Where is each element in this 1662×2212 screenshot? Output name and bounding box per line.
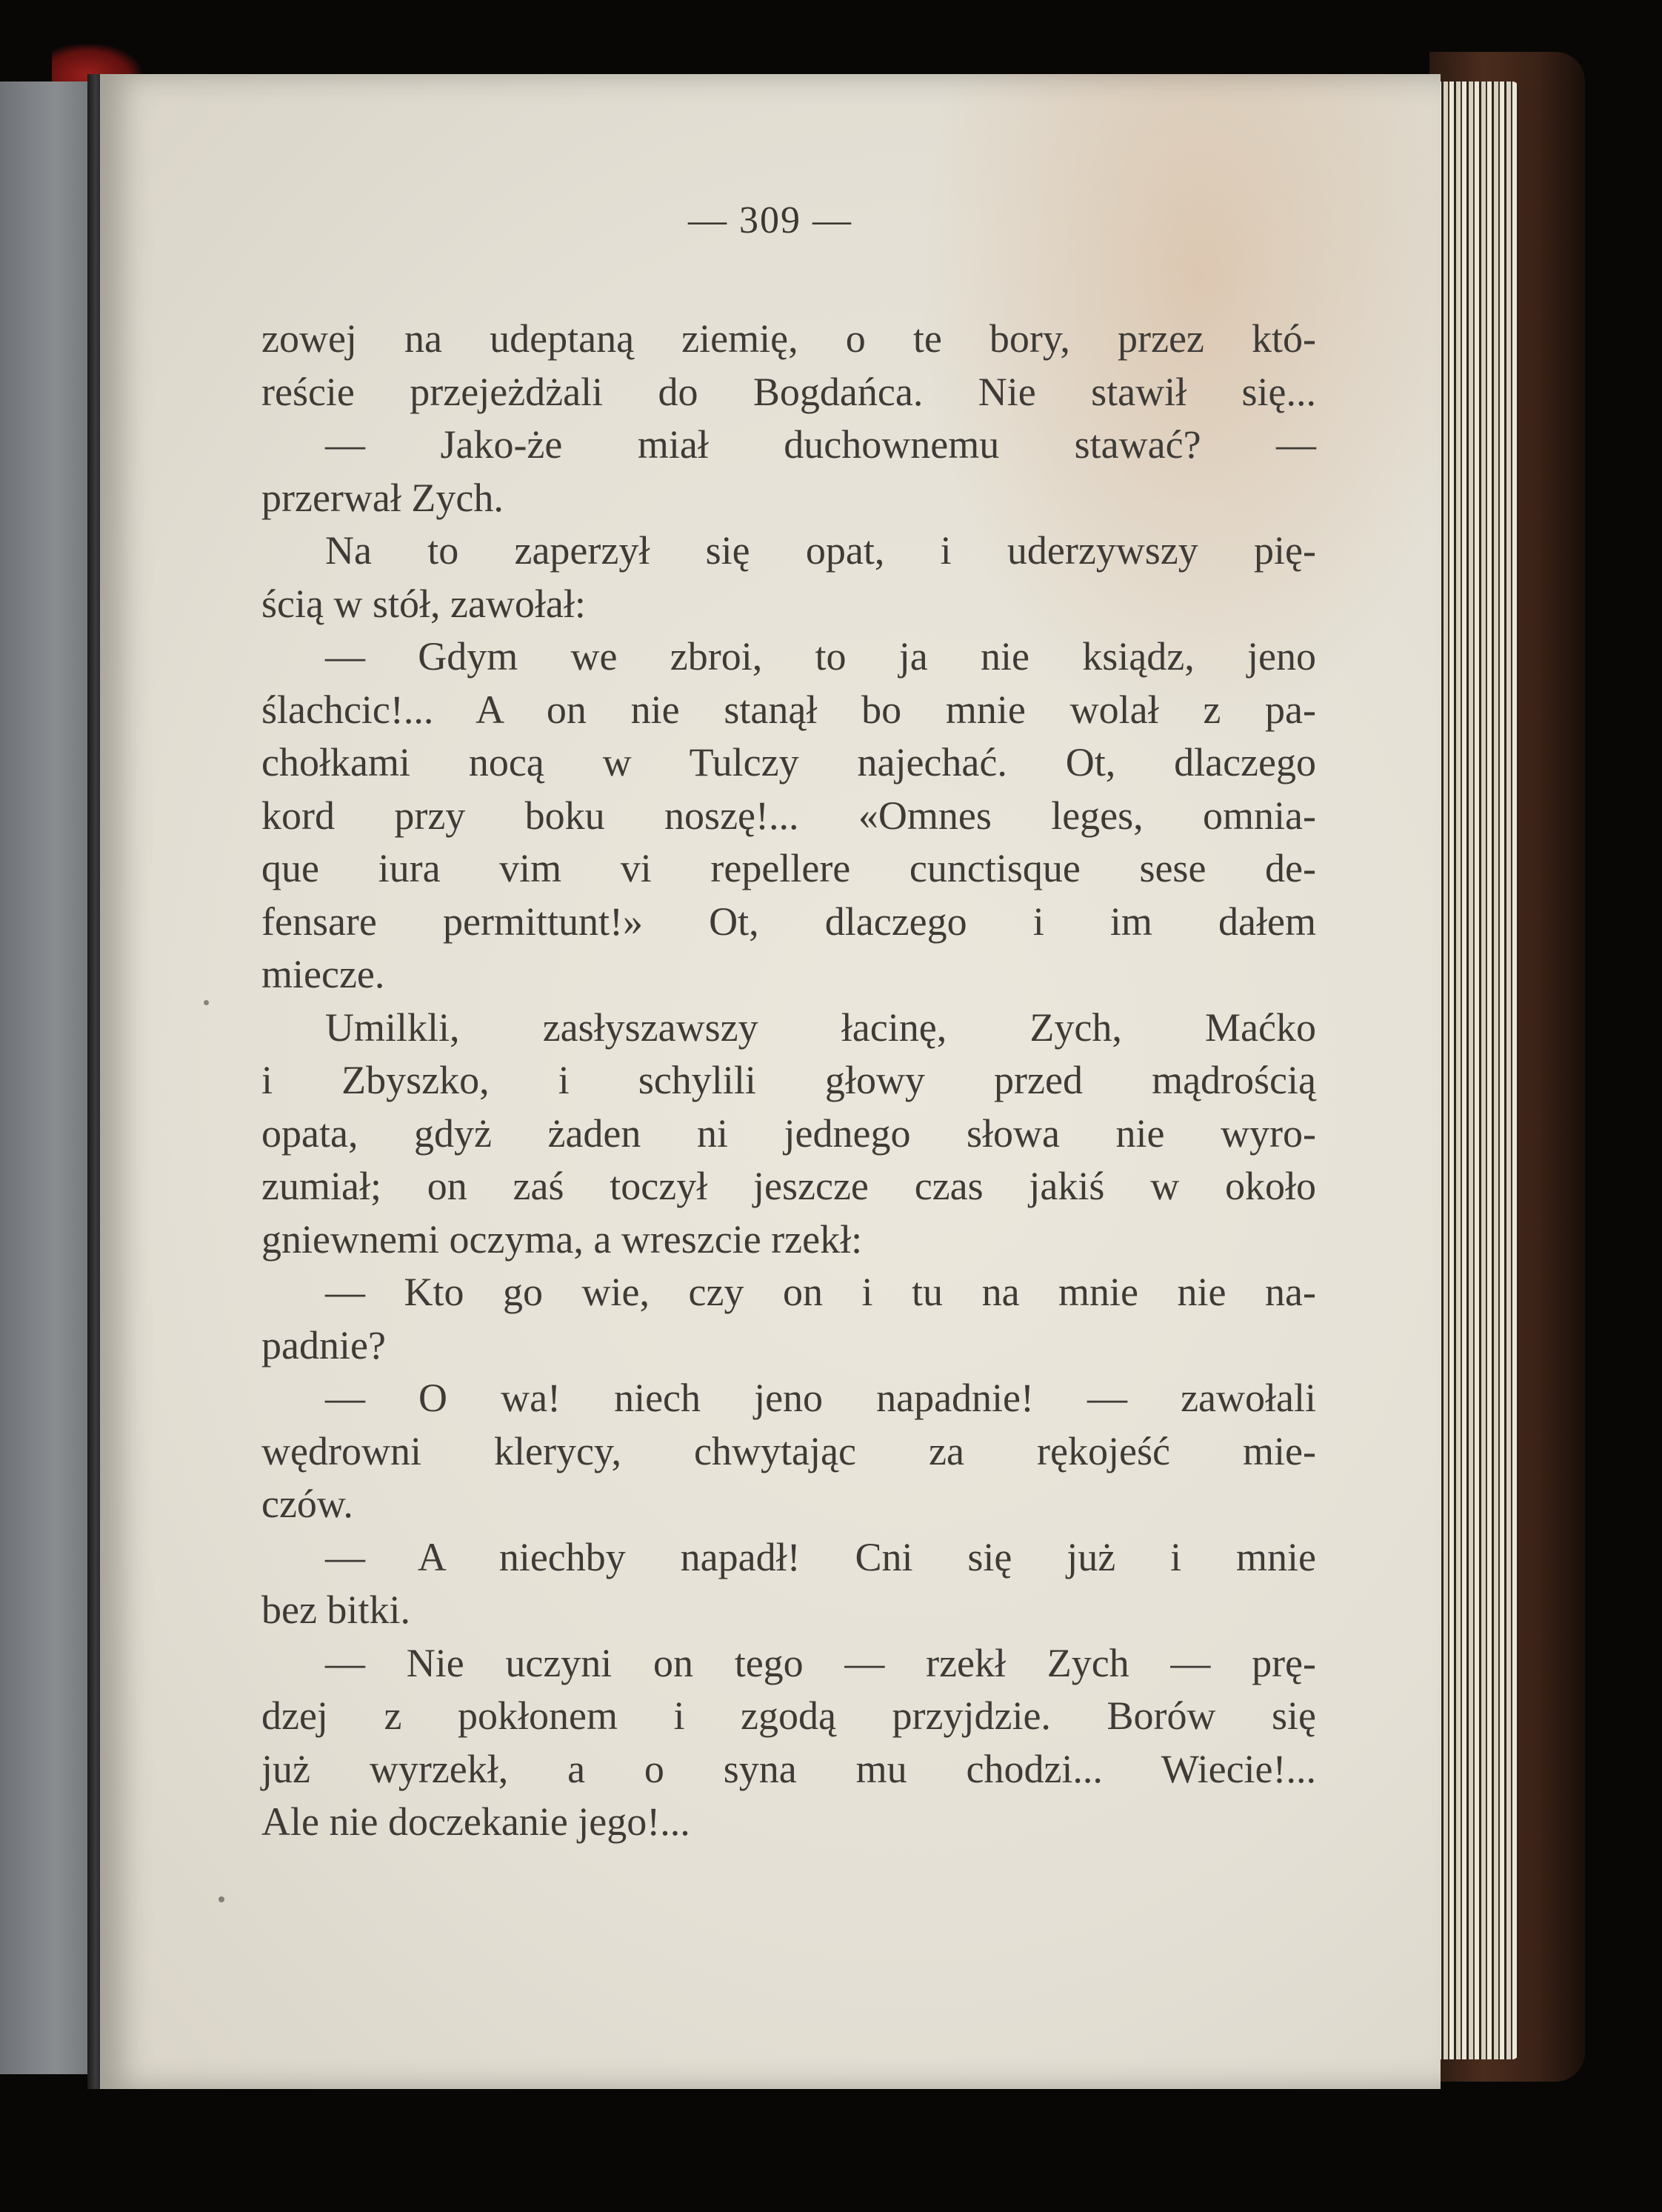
book-page (100, 74, 1441, 2089)
text-line: Umilkli, zasłyszawszy łacinę, Zych, Maćko (325, 1005, 1316, 1050)
text-line: — Kto go wie, czy on i tu na mnie nie na- (325, 1270, 1316, 1314)
text-line: Ale nie doczekanie jego!... (261, 1799, 690, 1844)
text-line: padnie? (261, 1322, 386, 1367)
text-line: reście przejeżdżali do Bogdańca. Nie stawił się... (261, 369, 1316, 414)
text-line: Na to zaperzył się opat, i uderzywszy pię- (325, 528, 1316, 573)
text-line: dzej z pokłonem i zgodą przyjdzie. Borów się (261, 1693, 1316, 1738)
text-line: przerwał Zych. (261, 475, 504, 520)
page-text (261, 313, 1316, 1849)
text-line: que iura vim vi repellere cunctisque sese de- (261, 846, 1316, 890)
page-edges (1437, 81, 1518, 2059)
facing-page (0, 81, 93, 2074)
text-line: — Jako-że miał duchownemu stawać? — (325, 422, 1316, 467)
text-line: — Nie uczyni on tego — rzekł Zych — prę- (325, 1640, 1316, 1685)
text-line: i Zbyszko, i schylili głowy przed mądrością (261, 1058, 1316, 1102)
page-number: — 309 — (688, 199, 852, 241)
text-line: opata, gdyż żaden ni jednego słowa nie wyro- (261, 1110, 1316, 1156)
text-line: gniewnemi oczyma, a wreszcie rzekł: (261, 1216, 863, 1262)
text-line: — O wa! niech jeno napadnie! — zawołali (325, 1376, 1316, 1420)
text-line: wędrowni klerycy, chwytając za rękojeść mie- (261, 1428, 1316, 1473)
text-line: miecze. (261, 952, 385, 996)
text-line: — A niechby napadł! Cni się już i mnie (325, 1534, 1316, 1579)
text-line: bez bitki. (261, 1588, 410, 1632)
text-line: fensare permittunt!» Ot, dlaczego i im dałem (261, 899, 1316, 944)
text-line: czów. (261, 1482, 353, 1526)
ink-spot (218, 1896, 224, 1902)
text-line: ślachcic!... A on nie stanął bo mnie wolał z pa- (261, 687, 1316, 732)
ink-spot (204, 1000, 209, 1005)
text-line: — Gdym we zbroi, to ja nie ksiądz, jeno (325, 634, 1316, 679)
text-line: zowej na udeptaną ziemię, o te bory, przez któ- (261, 316, 1316, 361)
text-line: chołkami nocą w Tulczy najechać. Ot, dlaczego (261, 740, 1316, 784)
text-line: ścią w stół, zawołał: (261, 581, 586, 626)
text-line: zumiał; on zaś toczył jeszcze czas jakiś w około (261, 1164, 1316, 1208)
text-line: kord przy boku noszę!... «Omnes leges, omnia- (261, 793, 1316, 838)
text-line: już wyrzekł, a o syna mu chodzi... Wiecie!... (261, 1746, 1316, 1791)
